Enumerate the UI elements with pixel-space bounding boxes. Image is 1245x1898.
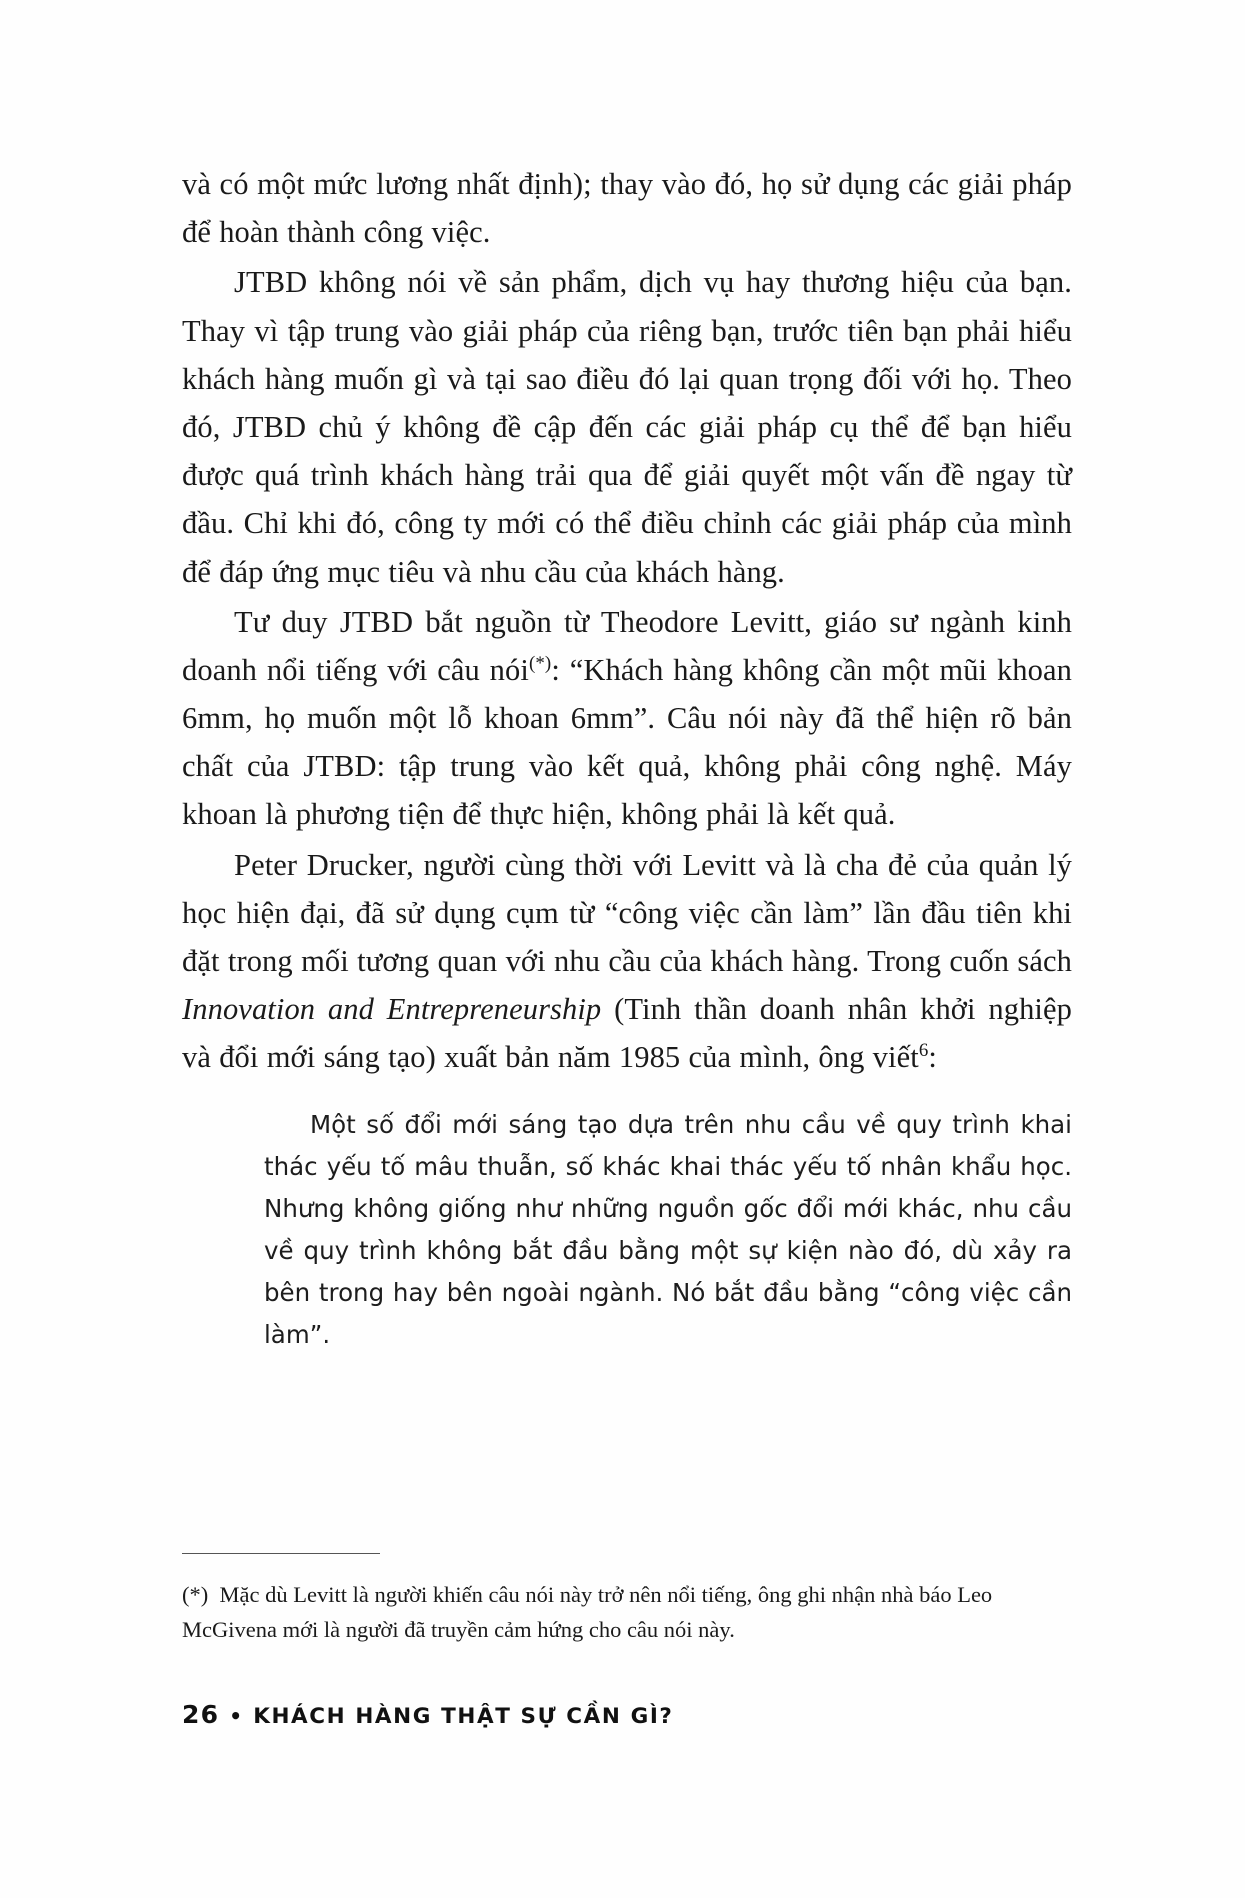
paragraph-3-text-before: Tư duy JTBD bắt nguồn từ Theodore Levitt, giáo sư ngành kinh doanh nổi tiếng với câu nói bbox=[182, 604, 1072, 687]
running-title: KHÁCH HÀNG THẬT SỰ CẦN GÌ? bbox=[253, 1704, 674, 1729]
footnote-marker: (*) bbox=[182, 1582, 209, 1607]
paragraph-2: JTBD không nói về sản phẩm, dịch vụ hay thương hiệu của bạn. Thay vì tập trung vào giải pháp của riêng bạn, trước tiên bạn phải hiểu khách hàng muốn gì và tại sao điều đó lại quan trọng đối với họ. Theo đó, JTBD chủ ý không đề cập đến các giải pháp cụ thể để bạn hiểu được quá trình khách hàng trải qua để giải quyết một vấn đề ngay từ đầu. Chỉ khi đó, công ty mới có thể điều chỉnh các giải pháp của mình để đáp ứng mục tiêu và nhu cầu của khách hàng. bbox=[182, 265, 1072, 589]
folio-separator: • bbox=[229, 1704, 244, 1728]
footnote bbox=[182, 1578, 1072, 1648]
book-title-italic: Innovation and Entrepreneurship bbox=[182, 992, 602, 1027]
footnote-line bbox=[182, 1578, 1072, 1648]
page-body bbox=[182, 160, 1072, 1356]
page-number: 26 bbox=[182, 1700, 220, 1729]
paragraph-4-part1: Peter Drucker, người cùng thời với Levitt và là cha đẻ của quản lý học hiện đại, đã sử dụng cụm từ “công việc cần làm” lần đầu tiên khi đặt trong mối tương quan với nhu cầu của khách hàng. Trong cuốn sách bbox=[182, 847, 1072, 978]
footnote-divider bbox=[182, 1553, 380, 1554]
paragraph-3-text-after: : “Khách hàng không cần một mũi khoan 6mm, họ muốn một lỗ khoan 6mm”. Câu nói này đã thể hiện rõ bản chất của JTBD: tập trung vào kết quả, không phải công nghệ. Máy khoan là phương tiện để thực hiện, không phải là kết quả. bbox=[182, 652, 1072, 832]
paragraph-4-part2: (Tinh thần doanh nhân khởi nghiệp và đổi mới sáng tạo) xuất bản năm 1985 của mình, ông viết bbox=[182, 992, 1072, 1075]
paragraph-3 bbox=[182, 598, 1072, 839]
blockquote-text: Một số đổi mới sáng tạo dựa trên nhu cầu về quy trình khai thác yếu tố mâu thuẫn, số khác khai thác yếu tố nhân khẩu học. Nhưng không giống như những nguồn gốc đổi mới khác, nhu cầu về quy trình không bắt đầu bằng một sự kiện nào đó, dù xảy ra bên trong hay bên ngoài ngành. Nó bắt đầu bằng “công việc cần làm”. bbox=[264, 1109, 1072, 1350]
paragraph-4 bbox=[182, 841, 1072, 1082]
endnote-marker-6: 6 bbox=[918, 1040, 929, 1062]
page-folio bbox=[182, 1700, 674, 1729]
footnote-marker-asterisk: (*) bbox=[528, 652, 552, 674]
footnote-text: Mặc dù Levitt là người khiến câu nói này trở nên nổi tiếng, ông ghi nhận nhà báo Leo McGivena mới là người đã truyền cảm hứng cho câu nói này. bbox=[182, 1582, 993, 1642]
blockquote bbox=[182, 1104, 1072, 1357]
paragraph-1: và có một mức lương nhất định); thay vào đó, họ sử dụng các giải pháp để hoàn thành công việc. bbox=[182, 167, 1072, 250]
paragraph-4-part3: : bbox=[928, 1040, 937, 1075]
